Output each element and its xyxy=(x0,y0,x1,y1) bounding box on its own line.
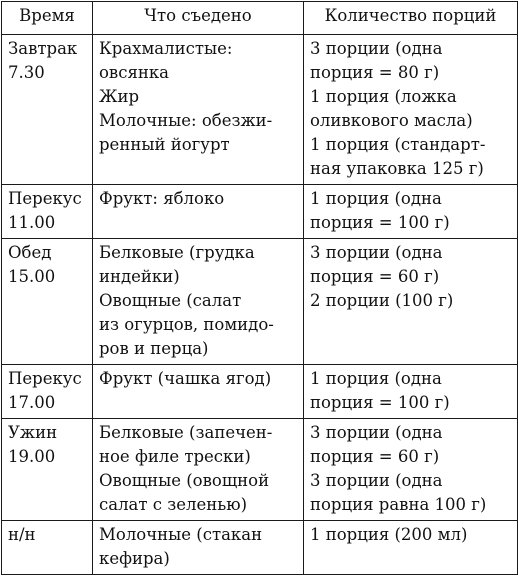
food-line: Молочные (стакан xyxy=(99,525,263,544)
quantity-line: ная упаковка 125 г) xyxy=(310,159,484,178)
quantity-line: оливкового масла) xyxy=(310,111,473,130)
time-value: 11.00 xyxy=(8,213,56,232)
time-cell xyxy=(2,239,93,365)
quantity-line: порция = 60 г) xyxy=(310,267,440,286)
time-label: Ужин xyxy=(8,423,58,442)
quantity-cell xyxy=(304,239,518,365)
food-line: Молочные: обезжи- xyxy=(99,111,273,130)
time-label: Обед xyxy=(8,243,52,262)
food-cell xyxy=(93,365,304,419)
quantity-line: 3 порции (одна xyxy=(310,39,443,58)
food-line: Крахмалистые: xyxy=(99,39,233,58)
food-line: Фрукт: яблоко xyxy=(99,189,225,208)
quantity-line: 1 порция (ложка xyxy=(310,87,457,106)
table-row xyxy=(2,521,518,575)
food-line: Овощные (салат xyxy=(99,291,242,310)
quantity-line: 3 порции (одна xyxy=(310,243,443,262)
time-cell xyxy=(2,521,93,575)
quantity-line: порция = 100 г) xyxy=(310,213,450,232)
header-time: Время xyxy=(2,2,93,35)
food-cell xyxy=(93,185,304,239)
time-cell xyxy=(2,35,93,185)
food-cell xyxy=(93,35,304,185)
quantity-line: 3 порции (одна xyxy=(310,471,443,490)
header-food: Что съедено xyxy=(93,2,304,35)
table-row xyxy=(2,365,518,419)
food-line: Жир xyxy=(99,87,140,106)
food-line: ров и перца) xyxy=(99,339,209,358)
quantity-line: порция равна 100 г) xyxy=(310,495,487,514)
food-line: Белковые (запечен- xyxy=(99,423,273,442)
quantity-line: порция = 60 г) xyxy=(310,447,440,466)
time-label: н/н xyxy=(8,525,36,544)
food-line: индейки) xyxy=(99,267,180,286)
time-cell xyxy=(2,419,93,521)
food-line: салат с зеленью) xyxy=(99,495,248,514)
quantity-line: порция = 100 г) xyxy=(310,393,450,412)
time-value: 7.30 xyxy=(8,63,45,82)
quantity-line: 3 порции (одна xyxy=(310,423,443,442)
time-label: Перекус xyxy=(8,189,82,208)
food-cell xyxy=(93,239,304,365)
quantity-cell xyxy=(304,521,518,575)
food-line: Фрукт (чашка ягод) xyxy=(99,369,272,388)
quantity-line: 1 порция (стандарт- xyxy=(310,135,486,154)
food-line: из огурцов, помидо- xyxy=(99,315,274,334)
quantity-cell xyxy=(304,365,518,419)
time-value: 17.00 xyxy=(8,393,56,412)
header-quantity: Количество порций xyxy=(304,2,518,35)
time-value: 15.00 xyxy=(8,267,56,286)
time-value: 19.00 xyxy=(8,447,56,466)
food-cell xyxy=(93,521,304,575)
quantity-cell xyxy=(304,419,518,521)
table-row xyxy=(2,35,518,185)
food-line: ное филе трески) xyxy=(99,447,251,466)
food-line: ренный йогурт xyxy=(99,135,230,154)
quantity-line: 1 порция (одна xyxy=(310,369,442,388)
quantity-line: порция = 80 г) xyxy=(310,63,440,82)
food-line: Овощные (овощной xyxy=(99,471,270,490)
food-line: кефира) xyxy=(99,549,170,568)
table-header-row xyxy=(2,2,518,35)
food-cell xyxy=(93,419,304,521)
time-label: Завтрак xyxy=(8,39,78,58)
food-line: Белковые (грудка xyxy=(99,243,255,262)
time-label: Перекус xyxy=(8,369,82,388)
food-line: овсянка xyxy=(99,63,170,82)
table-row xyxy=(2,419,518,521)
time-cell xyxy=(2,185,93,239)
table-row xyxy=(2,239,518,365)
quantity-line: 2 порции (100 г) xyxy=(310,291,454,310)
meal-plan-table xyxy=(1,1,518,575)
quantity-line: 1 порция (200 мл) xyxy=(310,525,468,544)
quantity-cell xyxy=(304,185,518,239)
time-cell xyxy=(2,365,93,419)
quantity-line: 1 порция (одна xyxy=(310,189,442,208)
table-row xyxy=(2,185,518,239)
quantity-cell xyxy=(304,35,518,185)
